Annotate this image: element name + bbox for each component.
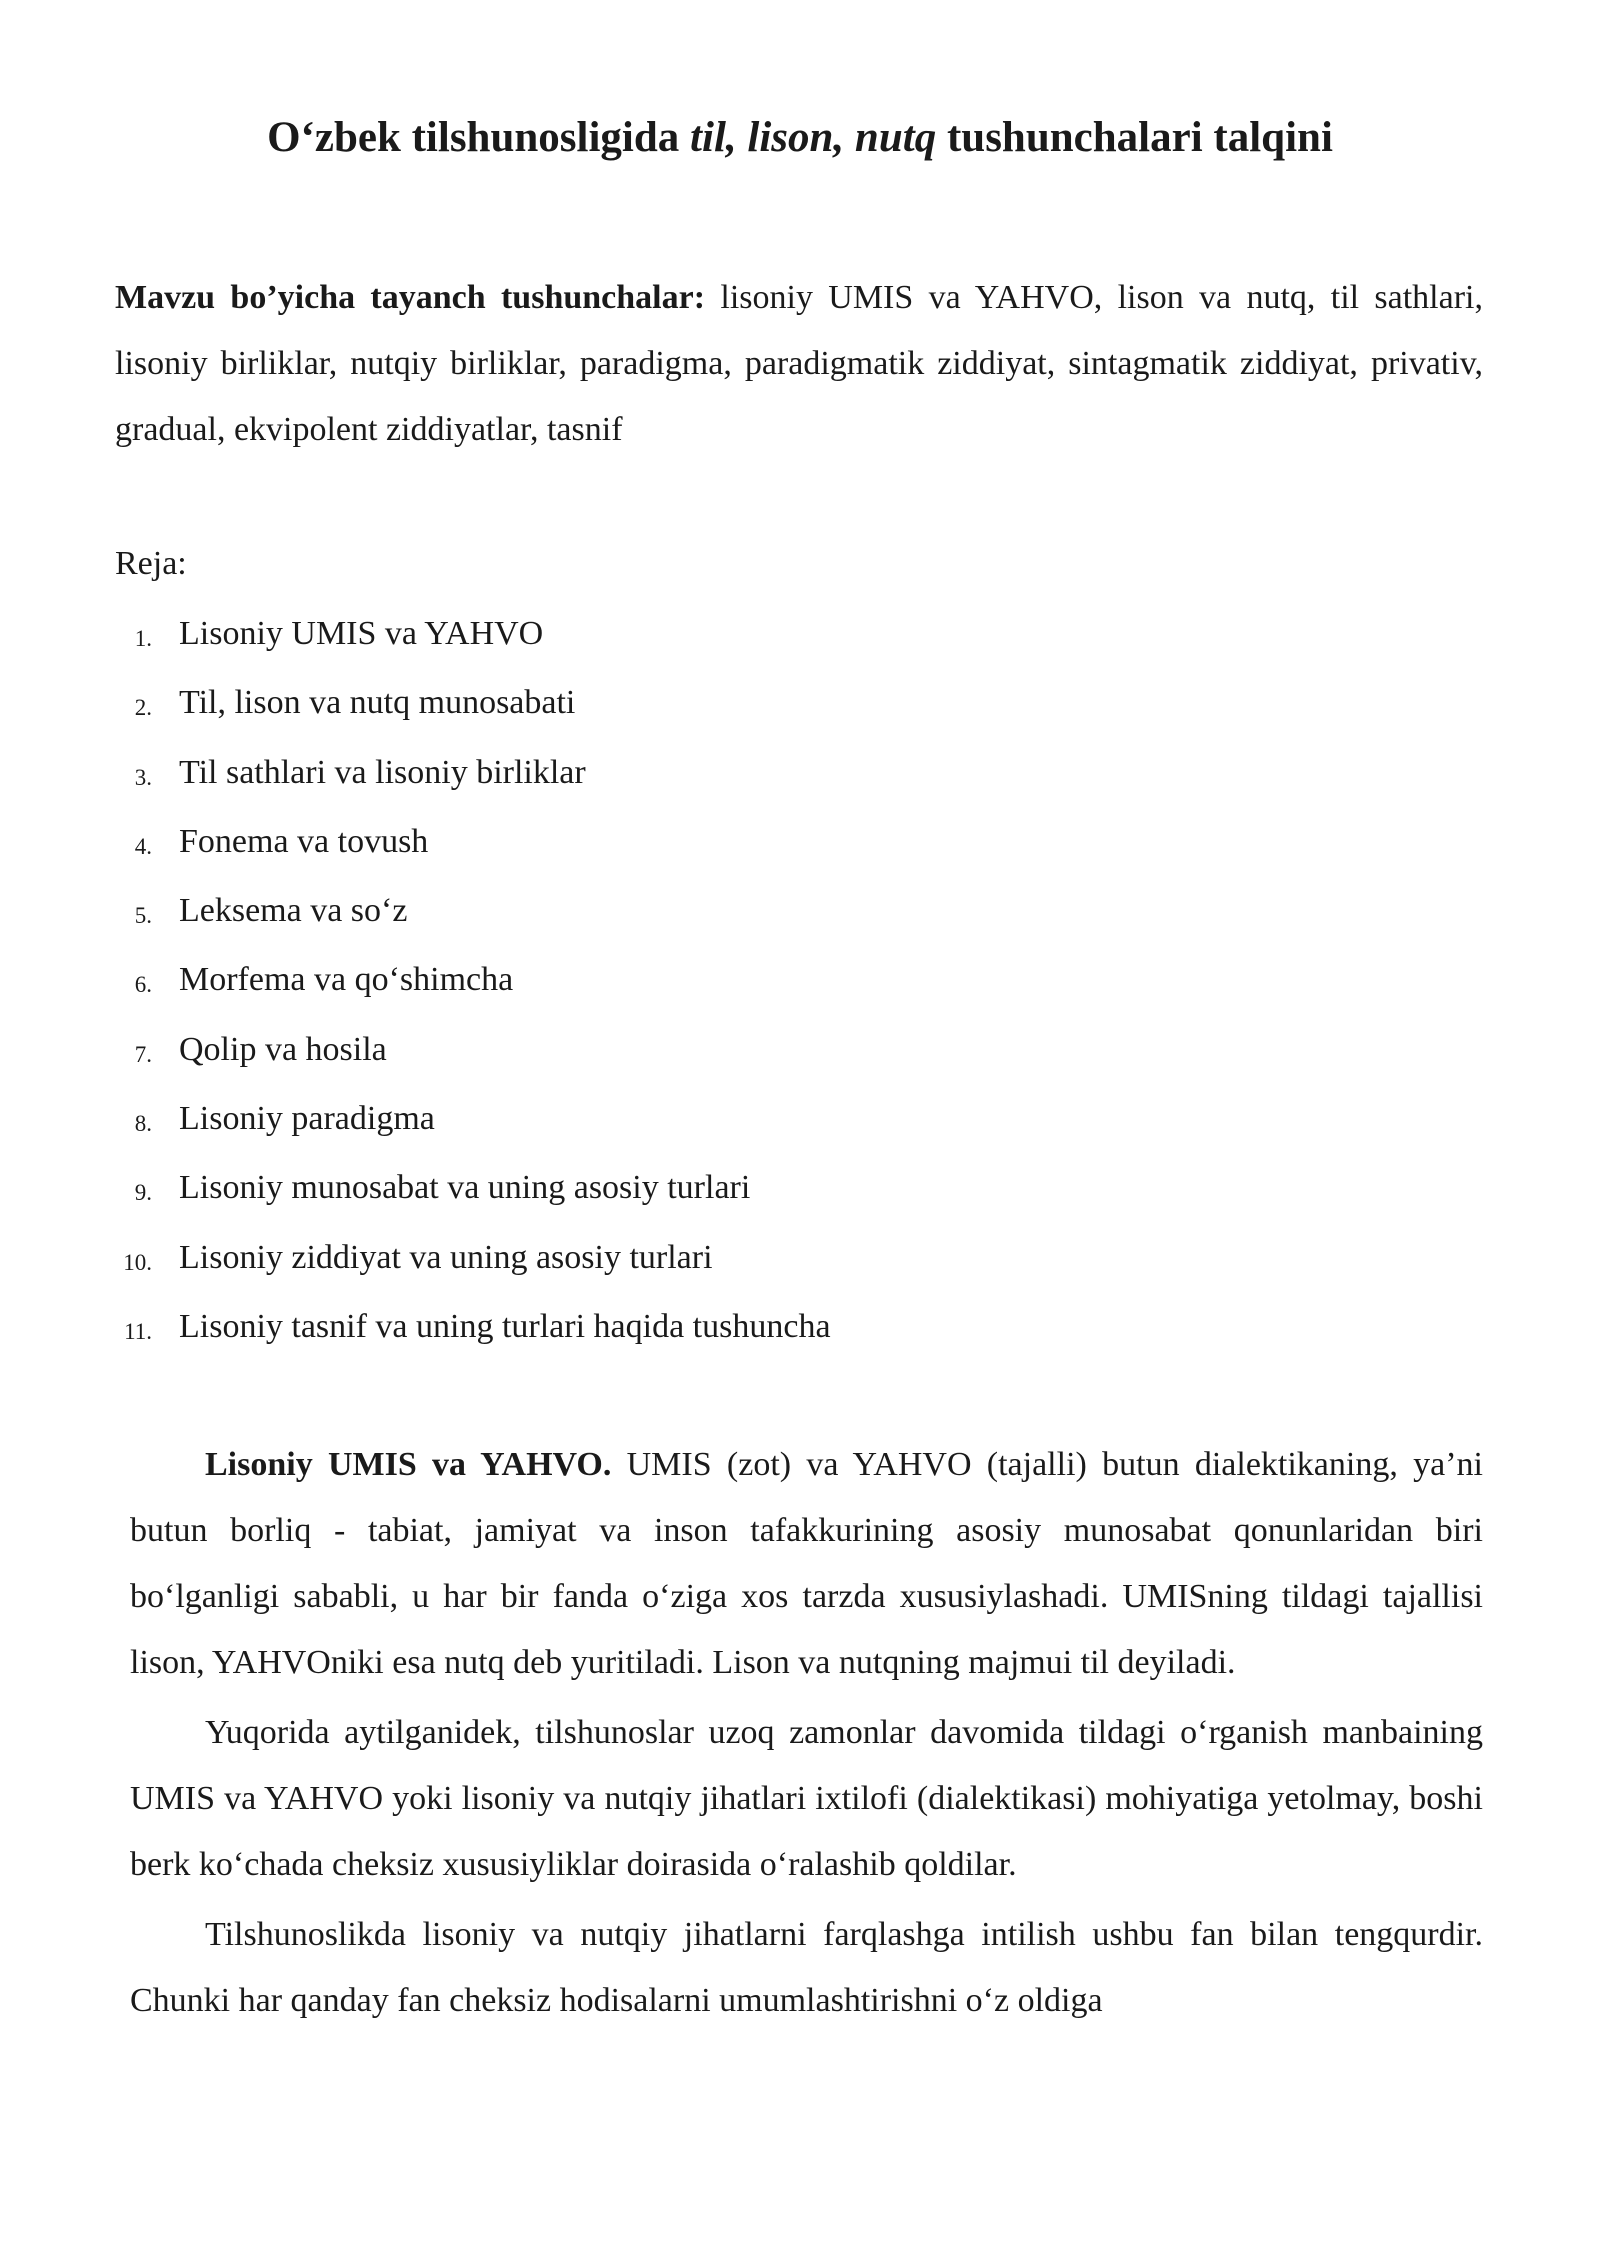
plan-item-text: Morfema va qo‘shimcha <box>179 961 514 999</box>
plan-item-number: 3. <box>134 764 152 790</box>
body-paragraph-2: Yuqorida aytilganidek, tilshunoslar uzoq zamonlar davomida tildagi o‘rganish manbaining UMIS va YAHVO yoki lisoniy va nutqiy jihatlari ixtilofi (dialektikasi) mohiyatiga yetolmay, boshi berk ko‘chada cheksiz xususiyliklar doirasida o‘ralashib qoldilar. <box>130 1714 1483 1883</box>
plan-item-number: 6. <box>134 972 152 998</box>
plan-item <box>0 749 1600 818</box>
plan-item-number: 5. <box>134 903 152 929</box>
keywords-label: Mavzu bo’yicha tayanch tushunchalar: <box>115 279 706 316</box>
plan-item <box>0 679 1600 748</box>
plan-item-text: Lisoniy UMIS va YAHVO <box>179 615 544 652</box>
plan-item-number: 10. <box>123 1249 152 1275</box>
plan-item-number: 11. <box>124 1318 152 1344</box>
plan-item <box>0 1303 1600 1372</box>
plan-item-text: Til, lison va nutq munosabati <box>179 684 576 722</box>
plan-item-text: Til sathlari va lisoniy birliklar <box>179 753 586 791</box>
plan-item-text: Leksema va so‘z <box>179 892 408 930</box>
plan-item-text: Lisoniy munosabat va uning asosiy turlari <box>179 1169 751 1207</box>
body-paragraph-3: Tilshunoslikda lisoniy va nutqiy jihatlarni farqlashga intilish ushbu fan bilan tengqurdir. Chunki har qanday fan cheksiz hodisalarni umumlashtirishni o‘z oldiga <box>130 1916 1483 2019</box>
title-part-1: O‘zbek tilshunosligida <box>267 114 691 161</box>
plan-item-number: 2. <box>134 695 152 721</box>
document-title <box>0 112 1600 164</box>
plan-item <box>0 1164 1600 1233</box>
plan-item <box>0 1026 1600 1095</box>
plan-item-number: 1. <box>134 626 152 651</box>
plan-list <box>0 610 1600 1372</box>
plan-heading: Reja: <box>115 545 187 582</box>
plan-item <box>0 1095 1600 1164</box>
plan-item <box>0 887 1600 956</box>
plan-item-number: 4. <box>134 833 152 859</box>
plan-item <box>0 818 1600 887</box>
title-italic-terms: til, lison, nutq <box>690 114 937 161</box>
plan-item <box>0 956 1600 1025</box>
body-paragraph-1-text: UMIS (zot) va YAHVO (tajalli) butun dialektikaning, ya’ni butun borliq - tabiat, jamiyat va inson tafakkurining asosiy munosabat qonunlaridan biri bo‘lganligi sababli, u har bir fanda o‘ziga xos tarzda xususiylashadi. UMISning tildagi tajallisi lison, YAHVOniki esa nutq deb yuritiladi. Lison va nutqning majmui til deyiladi. <box>130 1446 1483 1681</box>
plan-item-text: Qolip va hosila <box>179 1030 387 1068</box>
plan-item-number: 8. <box>134 1111 152 1137</box>
plan-item-number: 9. <box>134 1180 152 1206</box>
keywords-text: lisoniy UMIS va YAHVO, lison va nutq, til sathlari, lisoniy birliklar, nutqiy birliklar, paradigma, paradigmatik ziddiyat, sintagmatik ziddiyat, privativ, gradual, ekvipolent ziddiyatlar, tasnif <box>115 279 1483 448</box>
plan-item-number: 7. <box>134 1041 152 1067</box>
plan-item-text: Lisoniy paradigma <box>179 1100 435 1138</box>
plan-item-text: Lisoniy ziddiyat va uning asosiy turlari <box>179 1238 713 1276</box>
title-part-2: tushunchalari talqini <box>936 114 1333 161</box>
plan-item-text: Lisoniy tasnif va uning turlari haqida tushuncha <box>179 1307 831 1345</box>
body-paragraph-1 <box>130 1432 1483 1696</box>
keywords-paragraph <box>115 265 1483 463</box>
plan-item <box>0 610 1600 679</box>
section-heading: Lisoniy UMIS va YAHVO. <box>205 1446 612 1483</box>
plan-item-text: Fonema va tovush <box>179 822 429 860</box>
plan-item <box>0 1234 1600 1303</box>
body-text <box>130 1432 1483 2038</box>
